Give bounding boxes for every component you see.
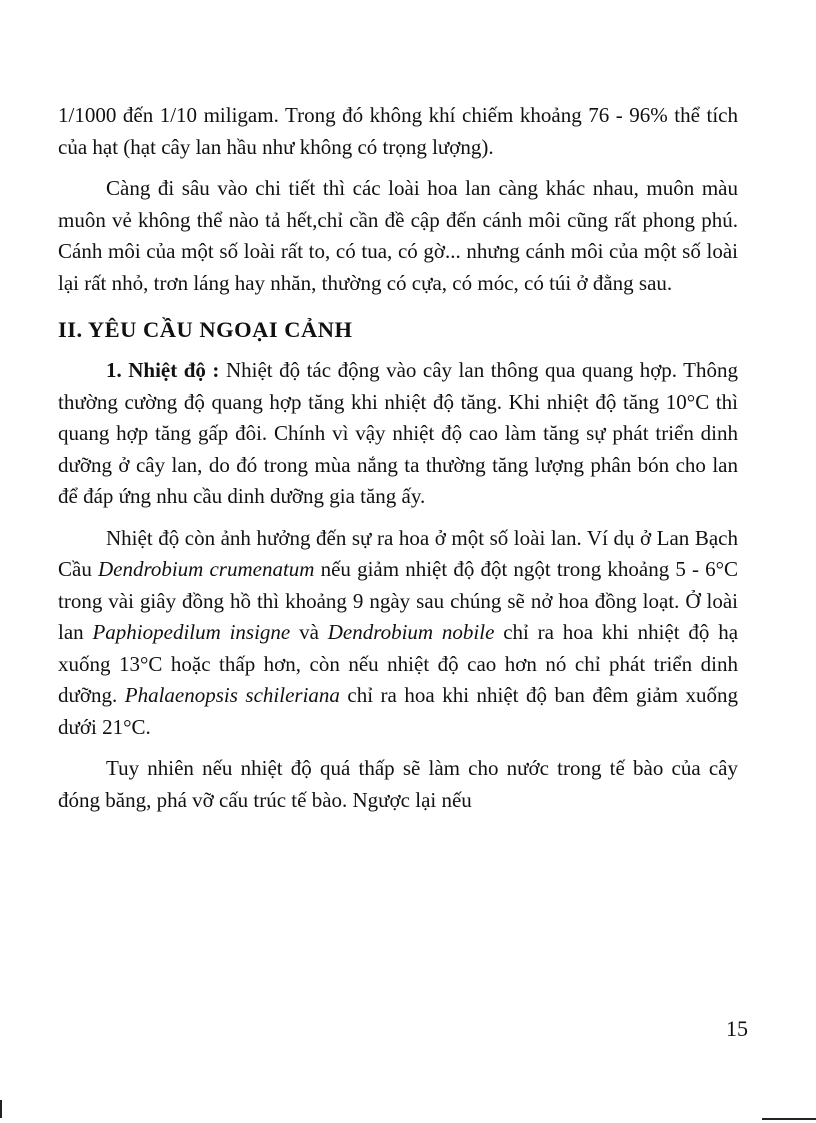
paragraph-4-text-2: nếu giảm nhiệt độ đột ngột trong khoảng 5 - 6°C trong vài giây đồng hồ thì khoảng 9 ngày sau chúng sẽ nở hoa đồng loạt. Ở loài lan bbox=[58, 557, 739, 644]
paragraph-4-text-3: và bbox=[290, 620, 328, 644]
paragraph-3 bbox=[58, 355, 738, 513]
paragraph-4-text-1: Nhiệt độ còn ảnh hưởng đến sự ra hoa ở một số loài lan. Ví dụ ở Lan Bạch Cầu bbox=[58, 525, 738, 581]
species-name-2: Paphiopedilum insigne bbox=[92, 620, 291, 644]
page-number: 15 bbox=[726, 1016, 748, 1041]
paragraph-1: 1/1000 đến 1/10 miligam. Trong đó không khí chiếm khoảng 76 - 96% thể tích của hạt (hạt cây lan hầu như không có trọng lượng). bbox=[58, 103, 738, 159]
subsection-label: 1. Nhiệt độ : bbox=[106, 358, 220, 382]
species-name-3: Dendrobium nobile bbox=[327, 620, 495, 644]
page-content bbox=[58, 100, 738, 826]
section-heading: II. YÊU CẦU NGOẠI CẢNH bbox=[58, 317, 353, 342]
left-edge-mark bbox=[0, 1100, 2, 1118]
paragraph-4-text-4: chỉ ra hoa khi nhiệt độ hạ xuống 13°C hoặc thấp hơn, còn nếu nhiệt độ cao hơn nó chỉ phát triển dinh dưỡng. bbox=[58, 620, 739, 707]
paragraph-5: Tuy nhiên nếu nhiệt độ quá thấp sẽ làm cho nước trong tế bào của cây đóng băng, phá vỡ cấu trúc tế bào. Ngược lại nếu bbox=[58, 756, 738, 812]
paragraph-3-text: Nhiệt độ tác động vào cây lan thông qua quang hợp. Thông thường cường độ quang hợp tăng khi nhiệt độ tăng. Khi nhiệt độ tăng 10°C thì quang hợp tăng gấp đôi. Chính vì vậy nhiệt độ cao làm tăng sự phát triển dinh dưỡng ở cây lan, do đó trong mùa nắng ta thường tăng lượng phân bón cho lan để đáp ứng nhu cầu dinh dưỡng gia tăng ấy. bbox=[58, 358, 739, 508]
paragraph-2: Càng đi sâu vào chi tiết thì các loài hoa lan càng khác nhau, muôn màu muôn vẻ không thể nào tả hết,chỉ cần đề cập đến cánh môi cũng rất phong phú. Cánh môi của một số loài rất to, có tua, có gờ... nhưng cánh môi của một số loài lại rất nhỏ, trơn láng hay nhăn, thường có cựa, có móc, có túi ở đằng sau. bbox=[58, 176, 738, 295]
species-name-4: Phalaenopsis schileriana bbox=[124, 683, 340, 707]
corner-rule bbox=[762, 1118, 816, 1120]
paragraph-4 bbox=[58, 523, 738, 744]
paragraph-4-text-5: chỉ ra hoa khi nhiệt độ ban đêm giảm xuống dưới 21°C. bbox=[58, 683, 738, 739]
species-name-1: Dendrobium crumenatum bbox=[97, 557, 315, 581]
